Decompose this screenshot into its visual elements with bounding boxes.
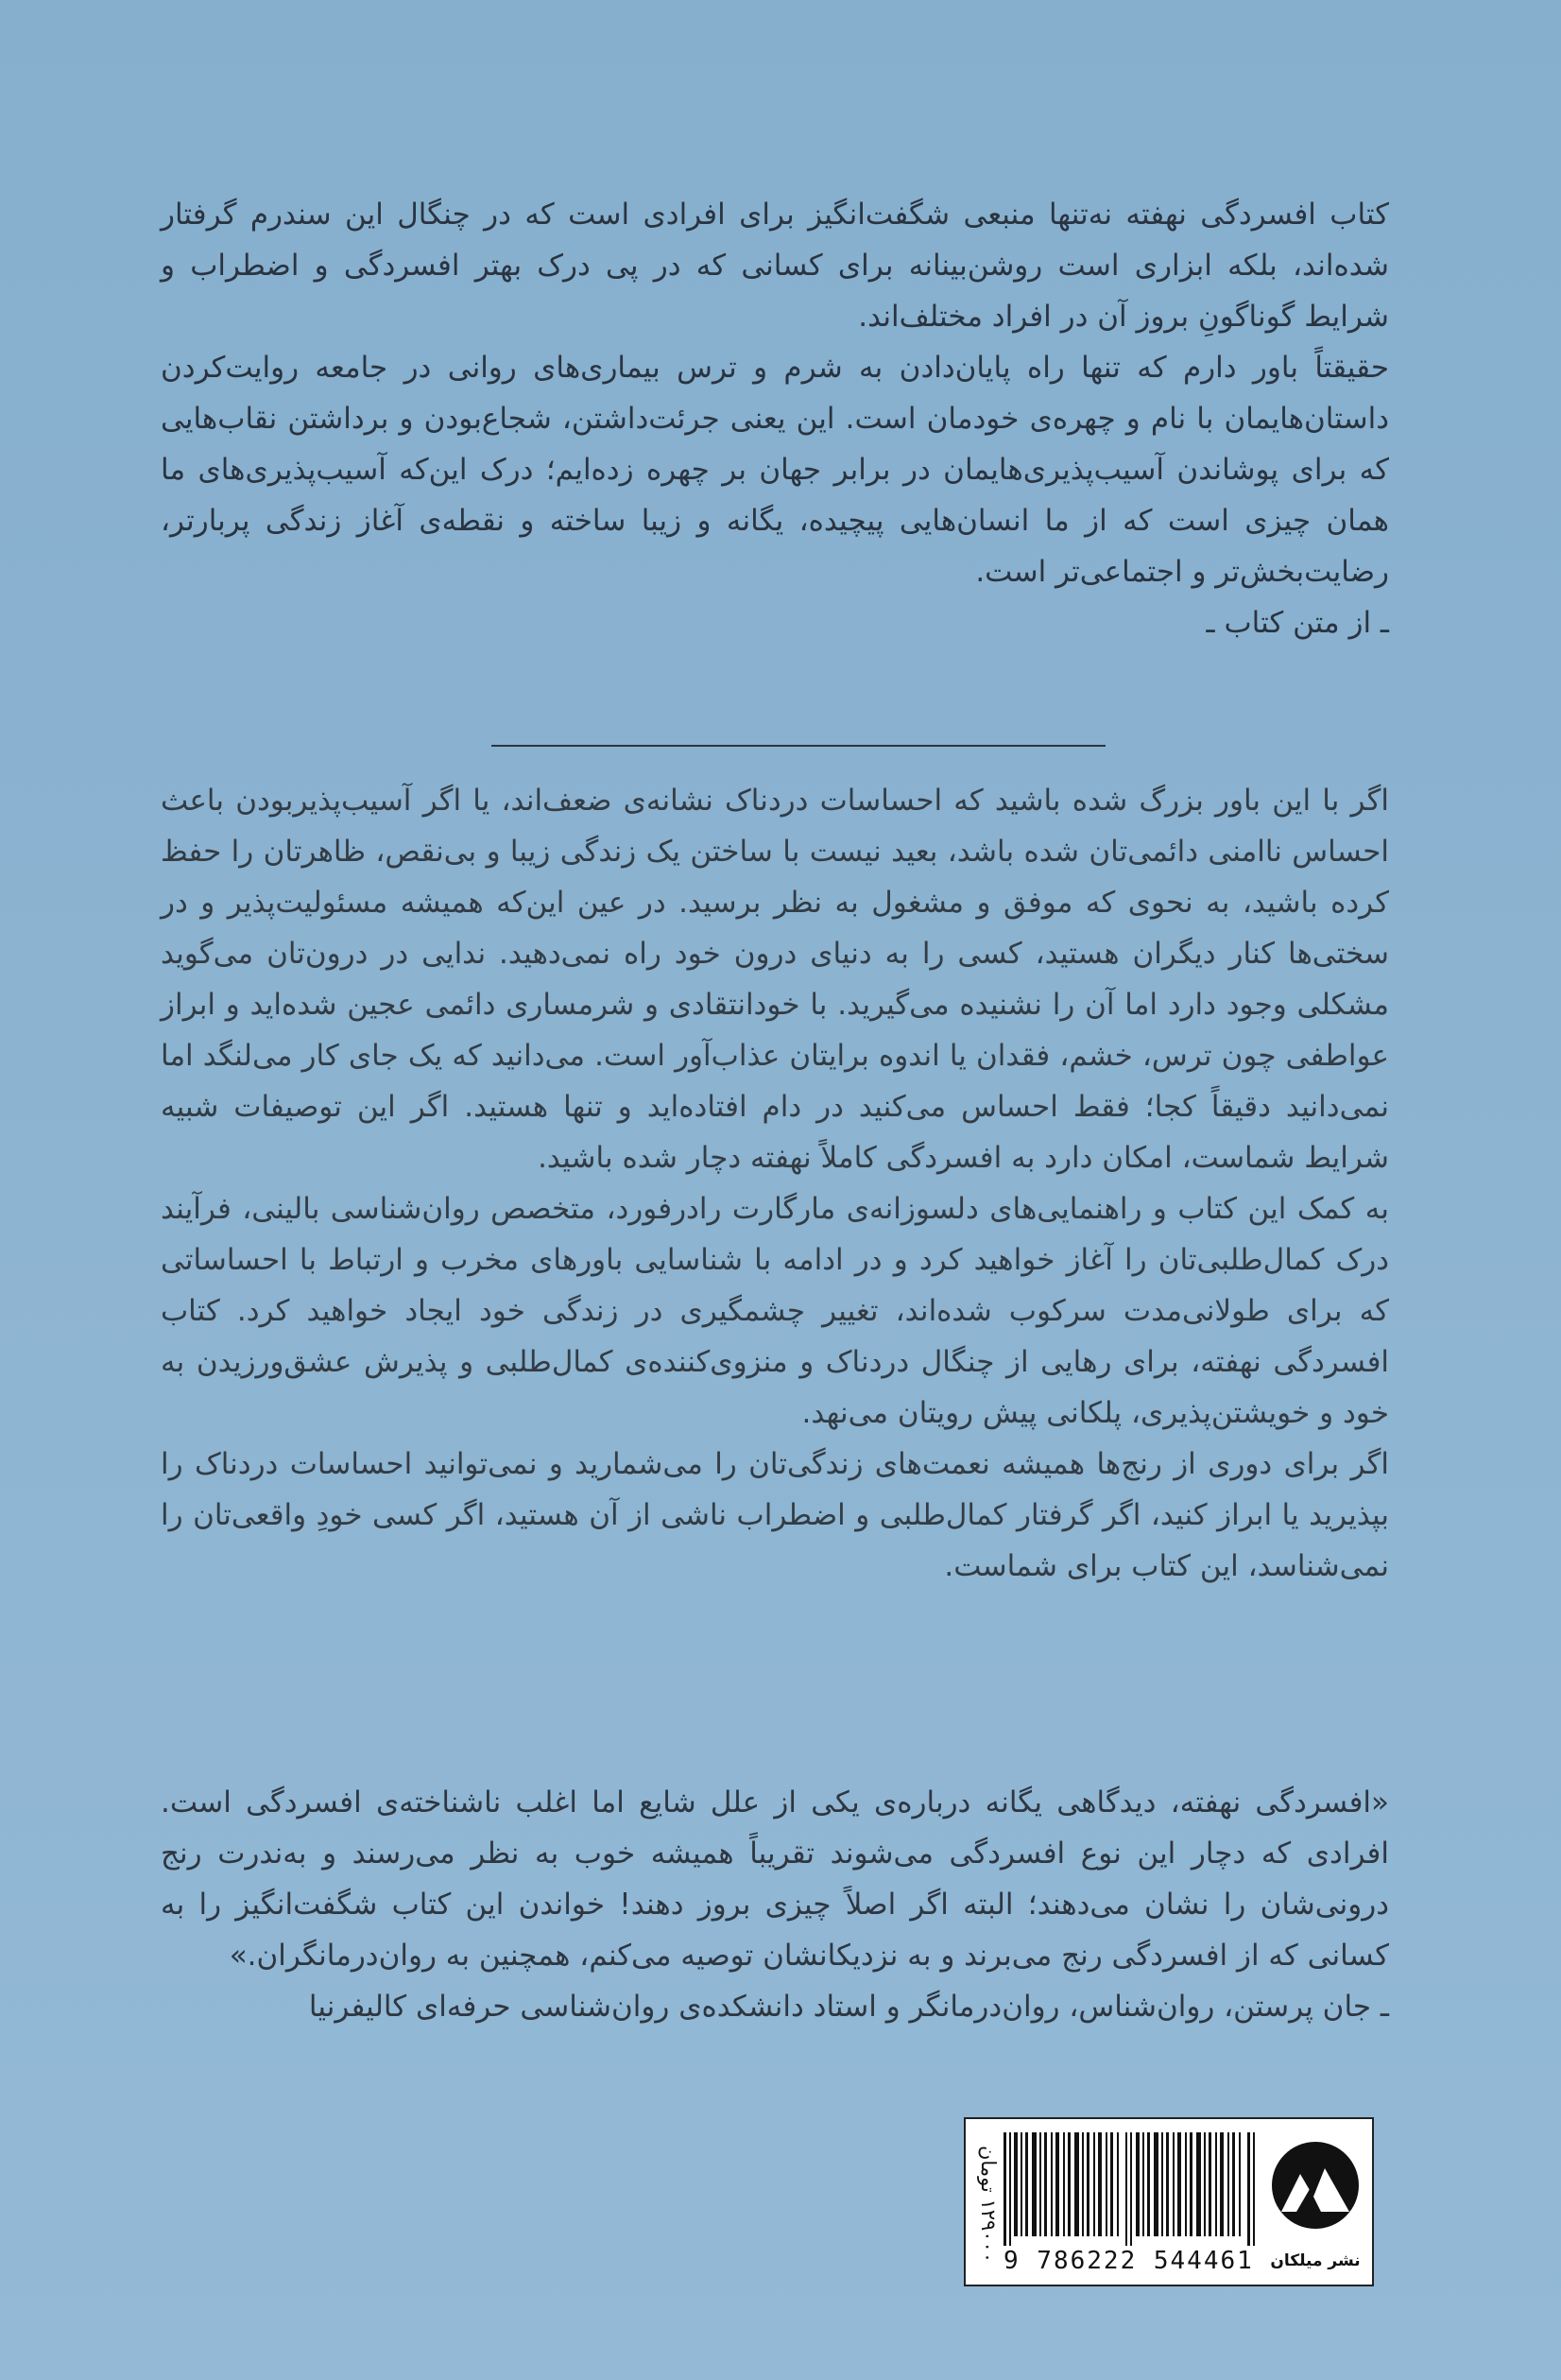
- isbn-digits: 9 786222 544461: [1004, 2247, 1254, 2275]
- endorsement-quote: [161, 1777, 1389, 2032]
- paragraph: اگر برای دوری از رنج‌ها همیشه نعمت‌های زندگی‌تان را می‌شمارید و نمی‌توانید احساسات دردناک را بپذیرید یا ابراز کنید، اگر گرفتار کمال‌طلبی و اضطراب ناشی از آن هستید، اگر کسی خودِ واقعی‌تان را نمی‌شناسد، این کتاب برای شماست.: [161, 1447, 1389, 1583]
- paragraph: «افسردگی نهفته، دیدگاهی یگانه درباره‌ی یکی از علل شایع اما اغلب ناشناخته‌ی افسردگی است. افرادی که دچار این نوع افسردگی می‌شوند تقریباً همیشه خوب به نظر می‌رسند و به‌ندرت رنج درونی‌شان را نشان می‌دهند؛ البته اگر اصلاً چیزی بروز دهند! خواندن این کتاب شگفت‌انگیز را به کسانی که از افسردگی رنج می‌برند و به نزدیکانشان توصیه می‌کنم، همچنین به روان‌درمانگران.»: [161, 1785, 1389, 1973]
- paragraph: حقیقتاً باور دارم که تنها راه پایان‌دادن به شرم و ترس بیماری‌های روانی در جامعه روایت‌کردن داستان‌هایمان با نام و چهره‌ی خودمان است. این یعنی جرئت‌داشتن، شجاع‌بودن و برداشتن نقاب‌هایی که برای پوشاندن آسیب‌پذیری‌هایمان در برابر جهان بر چهره زده‌ایم؛ درک این‌که آسیب‌پذیری‌های ما همان چیزی است که از ما انسان‌هایی پیچیده، یگانه و زیبا ساخته و نقطه‌ی آغاز زندگی پربارتر، رضایت‌بخش‌تر و اجتماعی‌تر است.: [161, 351, 1389, 589]
- mountains-logo-icon: [1268, 2130, 1363, 2244]
- publisher-name: نشر میلکان: [1270, 2251, 1361, 2270]
- paragraph: اگر با این باور بزرگ شده باشید که احساسات دردناک نشانه‌ی ضعف‌اند، یا اگر آسیب‌پذیربودن باعث احساس ناامنی دائمی‌تان شده باشد، بعید نیست با ساختن یک زندگی زیبا و بی‌نقص، ظاهرتان را حفظ کرده باشید، به نحوی که موفق و مشغول به نظر برسید. در عین این‌که همیشه مسئولیت‌پذیر و در سختی‌ها کنار دیگران هستید، کسی را به دنیای درون خود راه نمی‌دهید. ندایی در درون‌تان می‌گوید مشکلی وجود دارد اما آن را نشنیده می‌گیرید. با خودانتقادی و شرمساری دائمی عجین شده‌اید و ابراز عواطفی چون ترس، خشم، فقدان یا اندوه برایتان عذاب‌آور است. می‌دانید که یک جای کار می‌لنگد اما نمی‌دانید دقیقاً کجا؛ فقط احساس می‌کنید در دام افتاده‌اید و تنها هستید. اگر این توصیفات شبیه شرایط شماست، امکان دارد به افسردگی کاملاً نهفته دچار شده باشید.: [161, 784, 1389, 1175]
- paragraph: به کمک این کتاب و راهنمایی‌های دلسوزانه‌ی مارگارت رادرفورد، متخصص روان‌شناسی بالینی، فرآیند درک کمال‌طلبی‌تان را آغاز خواهید کرد و در ادامه با شناسایی باورهای مخرب و ارتباط با احساساتی که برای طولانی‌مدت سرکوب شده‌اند، تغییر چشمگیری در زندگی خود ایجاد خواهید کرد. کتاب افسردگی نهفته، برای رهایی از چنگال دردناک و منزوی‌کننده‌ی کمال‌طلبی و پذیرش عشق‌ورزیدن به خود و خویشتن‌پذیری، پلکانی پیش رویتان می‌نهد.: [161, 1192, 1389, 1430]
- excerpt-book-text: [161, 189, 1389, 648]
- barcode-panel: [964, 2117, 1374, 2286]
- paragraph: کتاب افسردگی نهفته نه‌تنها منبعی شگفت‌انگیز برای افرادی است که در چنگال این سندرم گرفتار شده‌اند، بلکه ابزاری است روشن‌بینانه برای کسانی که در پی درک بهتر افسردگی و اضطراب و شرایط گوناگونِ بروز آن در افراد مختلف‌اند.: [161, 198, 1389, 334]
- price-label: ۱۲۹۰۰۰ تومان: [977, 2145, 1000, 2264]
- excerpt-credit: ـ از متن کتاب ـ: [1206, 606, 1389, 640]
- barcode-icon: [1004, 2132, 1259, 2246]
- endorsement-credit: ـ جان پرستن، روان‌شناس، روان‌درمانگر و استاد دانشکده‌ی روان‌شناسی حرفه‌ای کالیفرنیا: [308, 1990, 1389, 2024]
- section-divider: [491, 745, 1106, 747]
- book-description: [161, 775, 1389, 1592]
- publisher-logo: [1268, 2130, 1363, 2272]
